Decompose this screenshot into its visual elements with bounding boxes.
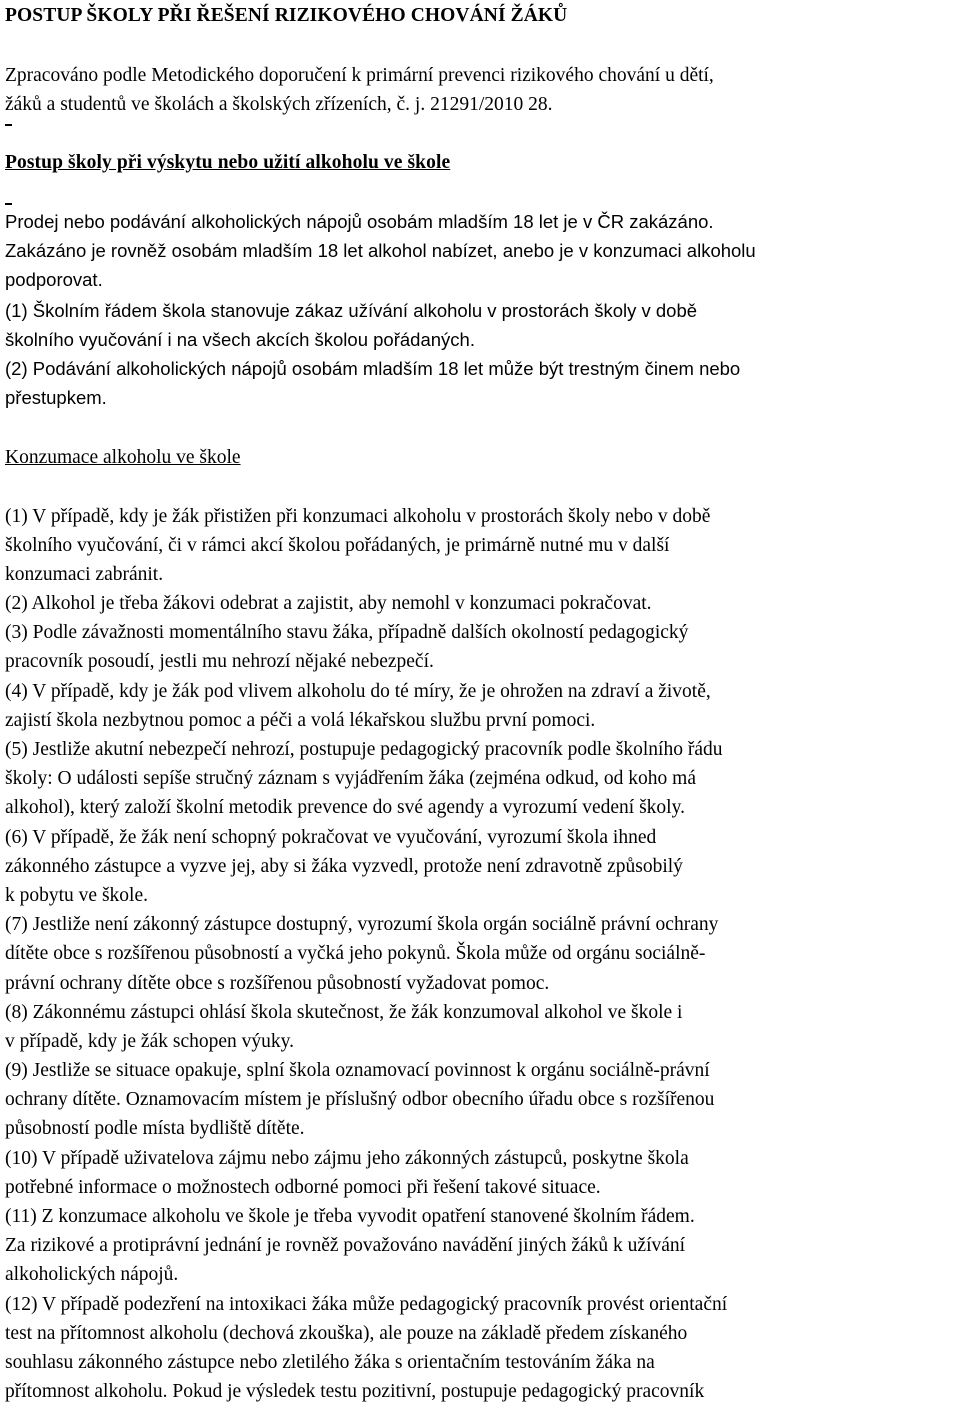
paragraph-line: školy: O události sepíše stručný záznam s vyjádřením žáka (zejména odkud, od koho má [5, 768, 696, 789]
paragraph-line: podporovat. [5, 269, 103, 290]
paragraph-line: (2) Podávání alkoholických nápojů osobám mladším 18 let může být trestným činem nebo [5, 358, 741, 379]
paragraph-line: přítomnost alkoholu. Pokud je výsledek testu pozitivní, postupuje pedagogický pracovník [5, 1381, 705, 1402]
intro-line: Zpracováno podle Metodického doporučení k primární prevenci rizikového chování u dětí, [5, 65, 714, 86]
paragraph-line: konzumaci zabránit. [5, 564, 164, 585]
paragraph-line: právní ochrany dítěte obce s rozšířenou působností vyžadovat pomoc. [5, 973, 550, 994]
paragraph-line: (3) Podle závažnosti momentálního stavu žáka, případně dalších okolností pedagogický [5, 622, 689, 643]
bullet-marker [5, 203, 12, 205]
paragraph-line: (12) V případě podezření na intoxikaci žáka může pedagogický pracovník provést orientační [5, 1294, 728, 1315]
paragraph-line: k pobytu ve škole. [5, 885, 148, 906]
paragraph-line: působností podle místa bydliště dítěte. [5, 1118, 305, 1139]
paragraph-line: Za rizikové a protiprávní jednání je rovněž považováno navádění jiných žáků k užívání [5, 1235, 686, 1256]
paragraph-line: zákonného zástupce a vyzve jej, aby si žáka vyzvedl, protože není zdravotně způsobilý [5, 856, 683, 877]
paragraph-line: (11) Z konzumace alkoholu ve škole je třeba vyvodit opatření stanovené školním řádem. [5, 1206, 695, 1227]
paragraph-line: (4) V případě, kdy je žák pod vlivem alkoholu do té míry, že je ohrožen na zdraví a životě, [5, 681, 711, 702]
paragraph-line: dítěte obce s rozšířenou působností a vyčká jeho pokynů. Škola může od orgánu sociálně- [5, 943, 706, 964]
paragraph-line: test na přítomnost alkoholu (dechová zkouška), ale pouze na základě předem získaného [5, 1323, 688, 1344]
section-heading: Konzumace alkoholu ve škole [5, 447, 241, 468]
paragraph-line: (8) Zákonnému zástupci ohlásí škola skutečnost, že žák konzumoval alkohol ve škole i [5, 1002, 683, 1023]
paragraph-line: alkohol), který založí školní metodik prevence do své agendy a vyrozumí vedení školy. [5, 797, 685, 818]
paragraph-line: alkoholických nápojů. [5, 1264, 179, 1285]
paragraph-line: potřebné informace o možnostech odborné pomoci při řešení takové situace. [5, 1177, 601, 1198]
paragraph-line: (10) V případě uživatelova zájmu nebo zájmu jeho zákonných zástupců, poskytne škola [5, 1148, 689, 1169]
paragraph-line: (5) Jestliže akutní nebezpečí nehrozí, postupuje pedagogický pracovník podle školního řádu [5, 739, 723, 760]
section-heading: Postup školy při výskytu nebo užití alkoholu ve škole [5, 152, 451, 173]
paragraph-line: zajistí škola nezbytnou pomoc a péči a volá lékařskou službu první pomoci. [5, 710, 596, 731]
paragraph-line: (7) Jestliže není zákonný zástupce dostupný, vyrozumí škola orgán sociálně právní ochrany [5, 914, 719, 935]
paragraph-line: (6) V případě, že žák není schopný pokračovat ve vyučování, vyrozumí škola ihned [5, 827, 657, 848]
paragraph-line: (2) Alkohol je třeba žákovi odebrat a zajistit, aby nemohl v konzumaci pokračovat. [5, 593, 652, 614]
paragraph-line: (1) Školním řádem škola stanovuje zákaz užívání alkoholu v prostorách školy v době [5, 300, 698, 321]
paragraph-line: v případě, kdy je žák schopen výuky. [5, 1031, 294, 1052]
paragraph-line: ochrany dítěte. Oznamovacím místem je příslušný odbor obecního úřadu obce s rozšířenou [5, 1089, 715, 1110]
paragraph-line: souhlasu zákonného zástupce nebo zletilého žáka s orientačním testováním žáka na [5, 1352, 655, 1373]
paragraph-line: (1) V případě, kdy je žák přistižen při konzumaci alkoholu v prostorách školy nebo v době [5, 506, 711, 527]
page-title: POSTUP ŠKOLY PŘI ŘEŠENÍ RIZIKOVÉHO CHOVÁNÍ ŽÁKŮ [5, 5, 568, 26]
paragraph-line: přestupkem. [5, 387, 107, 408]
paragraph-line: školního vyučování i na všech akcích školou pořádaných. [5, 329, 475, 350]
paragraph-line: Prodej nebo podávání alkoholických nápojů osobám mladším 18 let je v ČR zakázáno. [5, 211, 714, 232]
intro-line: žáků a studentů ve školách a školských zřízeních, č. j. 21291/2010 28. [5, 94, 553, 115]
paragraph-line: Zakázáno je rovněž osobám mladším 18 let alkohol nabízet, anebo je v konzumaci alkoholu [5, 240, 756, 261]
paragraph-line: pracovník posoudí, jestli mu nehrozí nějaké nebezpečí. [5, 651, 434, 672]
bullet-marker [5, 124, 12, 126]
paragraph-line: školního vyučování, či v rámci akcí školou pořádaných, je primárně nutné mu v další [5, 535, 670, 556]
paragraph-line: (9) Jestliže se situace opakuje, splní škola oznamovací povinnost k orgánu sociálně-právní [5, 1060, 710, 1081]
